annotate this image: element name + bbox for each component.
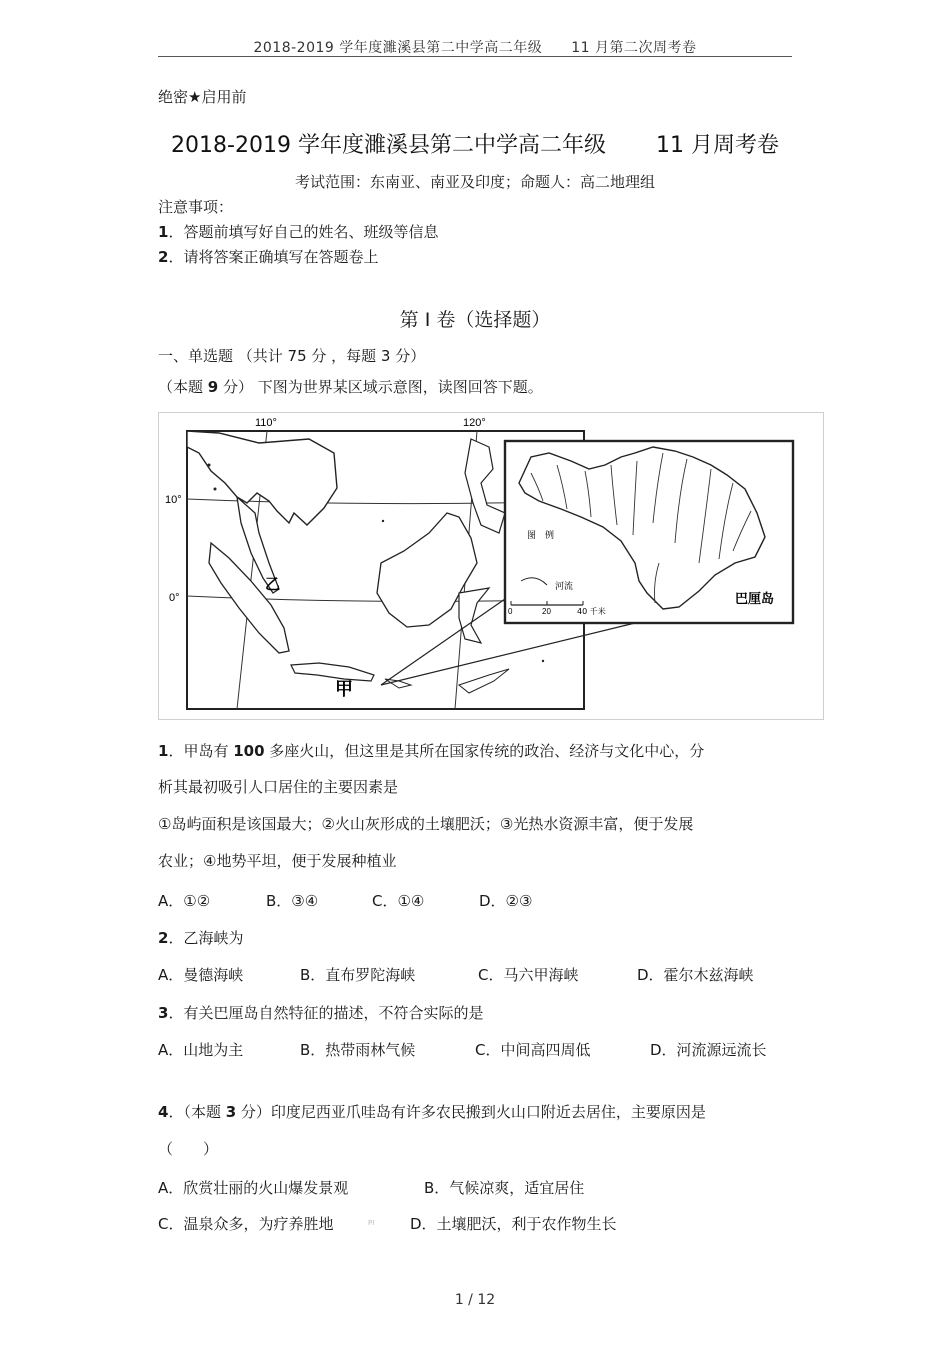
scale-label: 20 xyxy=(542,607,551,616)
q1-option-a[interactable]: A．①② xyxy=(158,892,211,910)
notice-item-text: ．请将答案正确填写在答题卷上 xyxy=(168,248,379,266)
q1-option-b[interactable]: B．③④ xyxy=(266,892,319,910)
q1-option-c[interactable]: C．①④ xyxy=(372,892,425,910)
islet xyxy=(382,520,384,522)
title-suffix: 11 月周考卷 xyxy=(655,133,779,158)
legend-river-label: 河流 xyxy=(555,582,574,592)
q1-option-d[interactable]: D．②③ xyxy=(479,892,533,910)
question-number-inline: 100 xyxy=(233,742,265,760)
question-1-line: 析其最初吸引人口居住的主要因素是 xyxy=(158,778,399,796)
question-text: ．乙海峡为 xyxy=(168,929,244,947)
intro-text: 分） 下图为世界某区域示意图，读图回答下题。 xyxy=(218,378,543,396)
scale-label: 40 千米 xyxy=(577,607,606,616)
lat-label-0: 0° xyxy=(169,592,180,604)
answer-paren: （ ） xyxy=(158,1140,219,1158)
secret-label: 绝密★启用前 xyxy=(158,88,247,106)
notice-item xyxy=(158,246,378,267)
q2-option-b[interactable]: B．直布罗陀海峡 xyxy=(300,966,416,984)
q4-option-d[interactable]: D．土壤肥沃，利于农作物生长 xyxy=(410,1215,617,1233)
page-header: 2018-2019 学年度濉溪县第二中学高二年级 11 月第二次周考卷 xyxy=(253,40,697,56)
header-divider xyxy=(158,56,792,57)
question-number: 2 xyxy=(158,929,169,947)
question-text: 多座火山，但这里是其所在国家传统的政治、经济与文化中心，分 xyxy=(264,742,705,760)
title-main: 学年度濉溪县第二中学高二年级 xyxy=(297,133,606,158)
question-text: ．（本题 xyxy=(168,1103,226,1121)
islet xyxy=(214,488,217,491)
bali-island-label: 巴厘岛 xyxy=(735,592,775,607)
q3-option-d[interactable]: D．河流源远流长 xyxy=(650,1041,767,1059)
title-year: 2018-2019 xyxy=(171,133,291,158)
question-text: ．有关巴厘岛自然特征的描述，不符合实际的是 xyxy=(168,1004,484,1022)
intro-text: （本题 xyxy=(158,378,208,396)
question-score: 3 xyxy=(225,1103,237,1121)
section-title: 第 Ⅰ 卷（选择题） xyxy=(399,309,551,331)
scale-label: 0 xyxy=(508,607,513,616)
notice-heading: 注意事项： xyxy=(158,198,234,216)
faint-mark: PI xyxy=(368,1219,375,1227)
notice-item-num: 1 xyxy=(158,223,169,241)
lat-label-10: 10° xyxy=(165,494,182,506)
q3-option-a[interactable]: A．山地为主 xyxy=(158,1041,244,1059)
legend-title: 图 例 xyxy=(527,531,555,541)
question-number: 1 xyxy=(158,742,169,760)
question-1-line: ①岛屿面积是该国最大；②火山灰形成的土壤肥沃；③光热水资源丰富，便于发展 xyxy=(158,815,694,833)
notice-item-text: ．答题前填写好自己的姓名、班级等信息 xyxy=(168,223,439,241)
q4-option-a[interactable]: A．欣赏壮丽的火山爆发景观 xyxy=(158,1179,349,1197)
lon-label-110: 110° xyxy=(255,417,277,429)
q2-option-c[interactable]: C．马六甲海峡 xyxy=(478,966,579,984)
question-1-line: 农业；④地势平坦，便于发展种植业 xyxy=(158,852,397,870)
part-heading: 一、单选题 （共计 75 分 ，每题 3 分） xyxy=(158,347,426,365)
question-2-stem xyxy=(158,927,243,948)
question-text: ．甲岛有 xyxy=(168,742,234,760)
island-label-jia: 甲 xyxy=(335,679,353,700)
question-intro xyxy=(158,376,543,397)
q2-option-d[interactable]: D．霍尔木兹海峡 xyxy=(637,966,754,984)
intro-score: 9 xyxy=(207,378,219,396)
region-map-figure xyxy=(158,412,824,720)
lon-label-120: 120° xyxy=(463,417,486,429)
question-number: 4 xyxy=(158,1103,169,1121)
q2-option-a[interactable]: A．曼德海峡 xyxy=(158,966,244,984)
notice-item-num: 2 xyxy=(158,248,169,266)
question-3-stem xyxy=(158,1002,483,1023)
q3-option-b[interactable]: B．热带雨林气候 xyxy=(300,1041,416,1059)
region-map xyxy=(159,413,823,719)
islet xyxy=(542,660,544,662)
question-4-stem xyxy=(158,1101,706,1122)
notice-item xyxy=(158,221,438,242)
question-text: 分）印度尼西亚爪哇岛有许多农民搬到火山口附近去居住，主要原因是 xyxy=(236,1103,706,1121)
page-title xyxy=(0,128,950,159)
question-1-stem xyxy=(158,740,704,761)
q3-option-c[interactable]: C．中间高四周低 xyxy=(475,1041,591,1059)
exam-subtitle: 考试范围：东南亚、南亚及印度；命题人：高二地理组 xyxy=(294,173,655,191)
q4-option-c[interactable]: C．温泉众多，为疗养胜地 xyxy=(158,1215,334,1233)
page-number: 1 / 12 xyxy=(454,1292,496,1308)
question-number: 3 xyxy=(158,1004,169,1022)
islet xyxy=(208,464,211,467)
strait-label-yi: 乙 xyxy=(265,575,281,593)
q4-option-b[interactable]: B．气候凉爽，适宜居住 xyxy=(424,1179,585,1197)
